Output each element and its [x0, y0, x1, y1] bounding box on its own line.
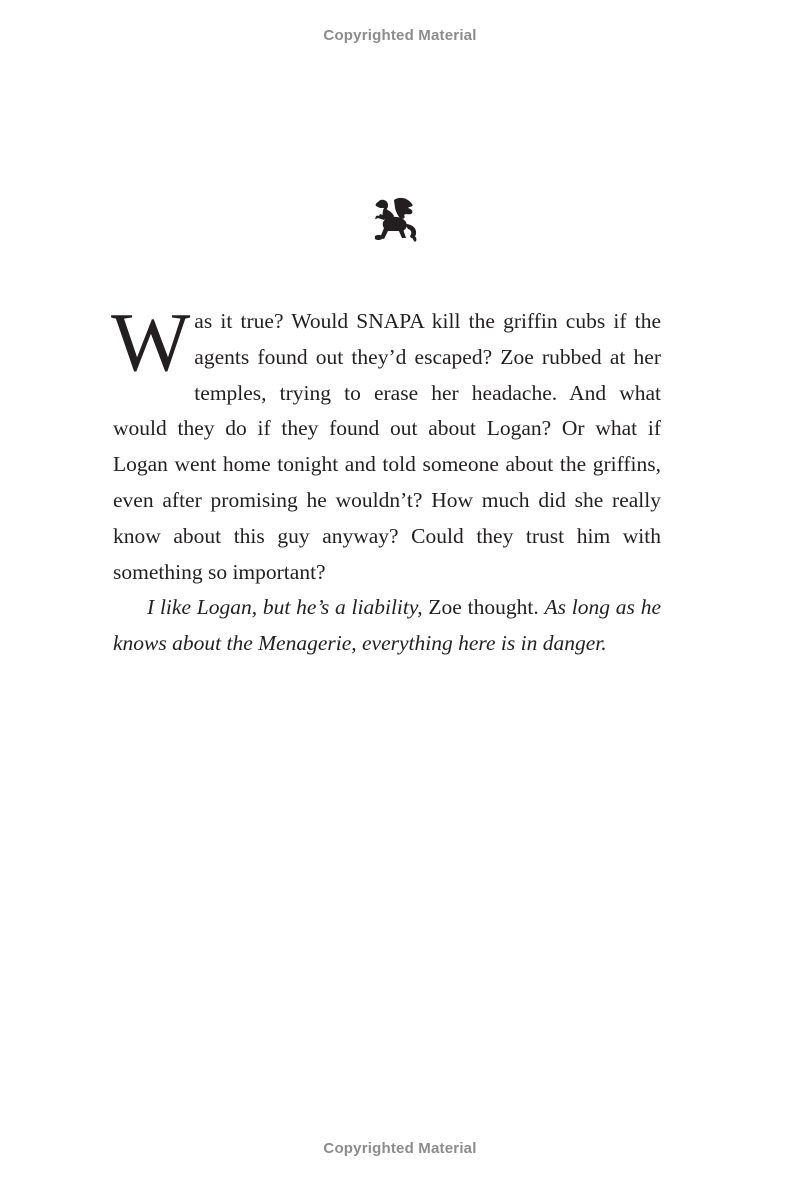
copyright-watermark-bottom: Copyrighted Material — [323, 1140, 477, 1157]
griffin-icon — [370, 196, 420, 244]
paragraph-1 — [111, 296, 661, 590]
paragraph-2-italic-b: As long as he knows about the Menagerie, everything here is in danger. — [113, 595, 661, 656]
paragraph-2 — [113, 590, 661, 662]
paragraph-1-text: as it true? Would SNAPA kill the griffin cubs if the agents found out they’d escaped? Zoe rubbed at her temples, trying to erase her headache. And what would they do if they found out about Logan? Or what if Logan went home tonight and told someone about the griffins, even after promising he wouldn’t? How much did she really know about this guy anyway? Could they trust him with something so important? — [113, 309, 661, 584]
paragraph-2-italic-a: I like Logan, but he’s a liability, — [147, 595, 423, 620]
page-body — [111, 296, 661, 662]
paragraph-2-roman: Zoe thought. — [422, 595, 545, 620]
drop-cap: W — [111, 296, 191, 389]
copyright-watermark-top: Copyrighted Material — [323, 27, 477, 44]
